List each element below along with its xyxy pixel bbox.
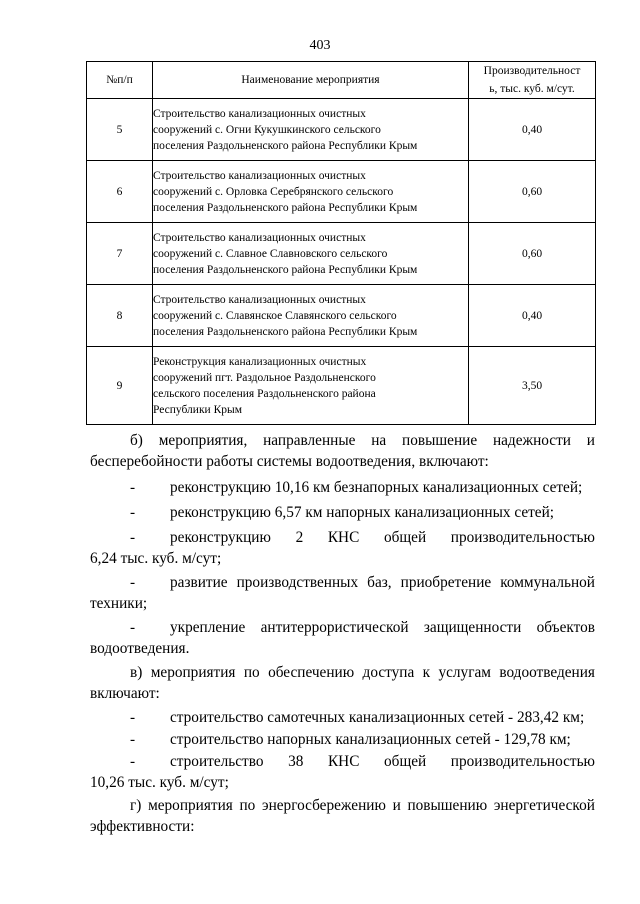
row-name-line: поселения Раздольненского района Республики Крым (153, 139, 418, 152)
list-dash: - (130, 574, 136, 591)
word: укрепление (170, 619, 246, 636)
word: обеспечению (268, 664, 355, 681)
table-row (87, 347, 596, 425)
row-name (153, 99, 469, 161)
row-name (153, 347, 469, 425)
word: к (422, 664, 431, 681)
row-capacity: 3,50 (469, 347, 596, 425)
list-dash: - (130, 753, 136, 770)
word: защищенности (423, 619, 522, 636)
row-name-line: сооружений пгт. Раздольное Раздольненского (153, 371, 376, 384)
word: на (371, 432, 387, 449)
list-item-b3 (90, 529, 595, 547)
word: повышению (407, 797, 488, 814)
list-item-v3-cont: 10,26 тыс. куб. м/сут; (90, 774, 229, 791)
word: и (586, 432, 595, 449)
word: водоотведения (499, 664, 595, 681)
list-item-text: реконструкцию 6,57 км напорных канализационных сетей; (170, 504, 555, 521)
word: 2 (295, 529, 304, 546)
row-num: 5 (87, 99, 153, 161)
list-dash: - (130, 504, 136, 521)
word: развитие (170, 574, 228, 591)
list-dash: - (130, 619, 136, 636)
word: повышение (402, 432, 478, 449)
word: КНС (327, 529, 360, 546)
para-v-intro-line1 (130, 664, 595, 682)
word: в) (130, 664, 143, 681)
table-header-row (87, 62, 596, 99)
word: баз, (367, 574, 392, 591)
word: доступа (362, 664, 415, 681)
row-num: 8 (87, 285, 153, 347)
word: производительностью (450, 753, 595, 770)
row-name-line: поселения Раздольненского района Республики Крым (153, 201, 418, 214)
list-item-text: реконструкцию 10,16 км безнапорных канализационных сетей; (170, 479, 583, 496)
row-num: 6 (87, 161, 153, 223)
list-item-b1 (90, 479, 595, 497)
list-item-b2 (90, 504, 595, 522)
row-name-line: Республики Крым (153, 403, 242, 416)
row-name-line: Строительство канализационных очистных (153, 169, 366, 182)
row-name (153, 285, 469, 347)
list-item-text: строительство напорных канализационных сетей - 129,78 км; (170, 731, 571, 748)
word: реконструкцию (170, 529, 271, 546)
word: надежности (492, 432, 571, 449)
header-capacity-line1: Производительност (483, 65, 581, 77)
list-item-v3 (90, 753, 595, 771)
row-capacity: 0,40 (469, 285, 596, 347)
header-num: №п/п (87, 62, 153, 99)
list-dash: - (130, 709, 136, 726)
row-num: 7 (87, 223, 153, 285)
word: строительство (170, 753, 264, 770)
list-item-text (170, 529, 595, 547)
word: мероприятия (150, 664, 236, 681)
list-item-text (170, 753, 595, 771)
para-b-intro-line1 (130, 432, 595, 450)
word: б) (130, 432, 143, 449)
word: объектов (536, 619, 595, 636)
list-item-text: строительство самотечных канализационных сетей - 283,42 км; (170, 709, 585, 726)
table-row (87, 99, 596, 161)
word: направленные (263, 432, 356, 449)
word: г) (130, 797, 142, 814)
word: коммунальной (500, 574, 595, 591)
row-name-line: сооружений с. Орловка Серебрянского сельского (153, 185, 394, 198)
table-row (87, 223, 596, 285)
word: КНС (327, 753, 360, 770)
row-num: 9 (87, 347, 153, 425)
word: производственных (236, 574, 359, 591)
word: мероприятия, (158, 432, 248, 449)
list-dash: - (130, 731, 136, 748)
measures-table (86, 61, 596, 425)
word: и (392, 797, 401, 814)
row-capacity: 0,40 (469, 99, 596, 161)
row-name-line: Строительство канализационных очистных (153, 231, 366, 244)
list-item-v1 (90, 709, 595, 727)
word: по (243, 664, 260, 681)
row-name (153, 161, 469, 223)
list-item-text (170, 619, 595, 637)
word: общей (384, 753, 427, 770)
para-b-intro-line2: бесперебойности работы системы водоотведения, включают: (90, 453, 489, 470)
list-dash: - (130, 479, 136, 496)
word: энергосбережению (262, 797, 386, 814)
list-item-b5 (90, 619, 595, 637)
word: услугам (438, 664, 491, 681)
row-name-line: поселения Раздольненского района Республики Крым (153, 263, 418, 276)
table-row (87, 285, 596, 347)
para-v-intro-line2: включают: (90, 685, 160, 702)
row-name-line: Строительство канализационных очистных (153, 107, 366, 120)
list-item-b4-cont: техники; (90, 595, 148, 612)
header-capacity (469, 62, 596, 99)
row-name (153, 223, 469, 285)
word: мероприятия (148, 797, 233, 814)
word: антитеррористической (260, 619, 409, 636)
header-capacity-line2: ь, тыс. куб. м/сут. (489, 83, 575, 95)
list-item-b5-cont: водоотведения. (90, 640, 190, 657)
para-g-intro-line1 (130, 797, 595, 815)
page-number: 403 (309, 38, 331, 53)
para-g-intro-line2: эффективности: (90, 818, 195, 835)
header-name: Наименование мероприятия (153, 62, 469, 99)
row-name-line: поселения Раздольненского района Республики Крым (153, 325, 418, 338)
list-item-text (170, 574, 595, 592)
word: по (239, 797, 256, 814)
word: 38 (288, 753, 304, 770)
table-row (87, 161, 596, 223)
list-dash: - (130, 529, 136, 546)
word: энергетической (493, 797, 595, 814)
word: общей (383, 529, 427, 546)
row-name-line: сооружений с. Славянское Славянского сельского (153, 309, 397, 322)
list-item-v2 (90, 731, 595, 749)
word: приобретение (400, 574, 492, 591)
row-name-line: сооружений с. Славное Славновского сельского (153, 247, 388, 260)
row-capacity: 0,60 (469, 223, 596, 285)
list-item-b3-cont: 6,24 тыс. куб. м/сут; (90, 550, 222, 567)
row-name-line: сооружений с. Огни Кукушкинского сельского (153, 123, 381, 136)
list-item-b4 (90, 574, 595, 592)
row-capacity: 0,60 (469, 161, 596, 223)
row-name-line: Реконструкция канализационных очистных (153, 355, 367, 368)
row-name-line: Строительство канализационных очистных (153, 293, 366, 306)
row-name-line: сельского поселения Раздольненского района (153, 387, 376, 400)
word: производительностью (450, 529, 595, 546)
